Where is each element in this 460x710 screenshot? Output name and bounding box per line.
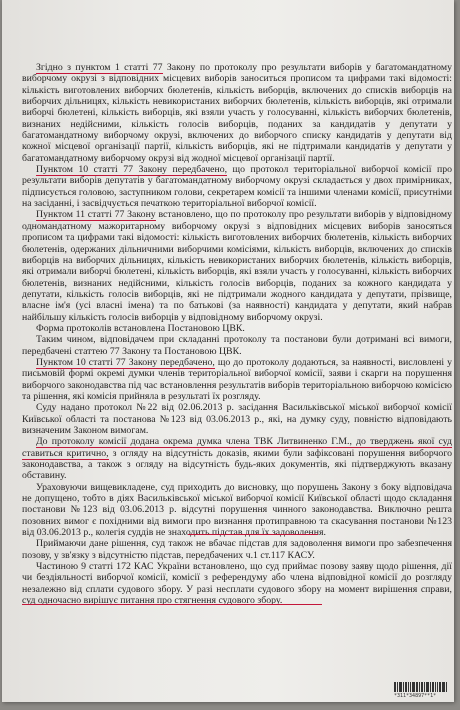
pen-underline-mark <box>188 534 318 535</box>
document-page <box>2 0 454 702</box>
paragraph-4 <box>22 323 452 334</box>
paragraph-9 <box>22 482 452 539</box>
paragraph-text: Суду надано протокол №22 від 02.06.2013 р. засідання Васильківської міської виборчої комісії Київської області та постанова №123 від 03.06.2013 р., які, на думку суду, повністю відповідають визначеним Законом вимогам. <box>22 402 452 436</box>
paragraph-8 <box>22 436 452 481</box>
paragraph-text: Закону по протоколу про результати виборів у багатомандатному виборчому окрузі з відповідних місцевих виборів заноситься прописом та цифрами такі відомості: кількість виготовлених виборчих бюлетенів, кількість виборців, включених до списків виборців на виборчих дільницях, кількість невикористаних виборчих бюлетенів, кількість виборців, які отримали виборчі бюлетені, кількість виборців, які взяли участь у голосуванні, кількість виборчих бюлетенів, визнаних недійсними, кількість голосів виборців, поданих за кандидатів у депутати у багатомандатному виборчому окрузі, включених до виборчого списку кандидатів у депутати від кожної місцевої організації партії, кількість виборців, які не підтримали кандидатів у депутати у багатомандатному виборчому окрузі від жодної місцевої організації партії. <box>22 62 452 164</box>
paragraph-text: встановлено, що по протоколу про результати виборів у відповідному одномандатному мажоритарному виборчому окрузі з відповідних місцевих виборів заносяться прописом та цифрами такі відомості: кількість виготовлених виборчих бюлетенів, кількість виборчих бюлетенів, одержаних дільничними виборчими комісіями, кількість виборців, включених до списків виборців на виборчих дільницях, кількість невикористаних виборчих бюлетенів, кількість виборців, які отримали виборчі бюлетені, кількість виборців, які взяли участь у голосуванні, кількість виборчих бюлетенів, визнаних недійсними, кількість голосів виборців, поданих за кожного кандидата у депутати, кількість голосів виборців, які не підтримали жодного кандидата у депутати, прізвище, власне ім'я (усі власні імена) та по батькові (за наявності) кандидата у депутати, який набрав найбільшу кількість голосів виборців у відповідному виборчому окрузі. <box>22 209 452 323</box>
paragraph-text: Частиною 9 статті 172 КАС України встановлено, що суд приймає позову заяву щодо рішення, дії чи бездіяльності виборчої комісії, комісії з референдуму або члена відповідної комісії до розгляду незалежно від сплати судового збору. У разі несплати судового збору на момент вирішення справи, суд одночасно вирішує питання про стягнення судового збору. <box>22 561 452 607</box>
paragraph-6 <box>22 357 452 402</box>
paragraph-text: що до протоколу додаються, за наявності, висловлені у письмовій формі окремі думки членів територіальної виборчої комісії, заяви і скарги на порушення виборчого законодавства під час встановлення результатів виборів територіальною виборчою комісією та рішення, які комісія прийняла в результаті їх розгляду. <box>22 356 453 402</box>
barcode <box>394 682 450 692</box>
document-body <box>22 62 452 607</box>
underlined-reference: До протоколу комісії додана окрема думка члена ТВК Литвиненко Г.М., до тверджень якої суд ставиться критично, <box>22 436 452 459</box>
paragraph-3 <box>22 209 452 322</box>
underlined-reference: Пунктом 10 статті 77 Закону передбачено, <box>36 164 228 176</box>
paragraph-10 <box>22 538 452 561</box>
paragraph-text: Таким чином, відповідачем при складанні протоколу та постанови були дотримані всі вимоги, передбачені статтею 77 Закону та Постановою ЦВК. <box>22 334 452 357</box>
paragraph-5 <box>22 334 452 357</box>
paragraph-7 <box>22 402 452 436</box>
barcode-number: *311*34897**1* <box>394 693 437 699</box>
paragraph-2 <box>22 164 452 209</box>
paragraph-11 <box>22 561 452 606</box>
underlined-reference: Згідно з пунктом 1 статті 77 <box>36 62 163 73</box>
paragraph-text: Форма протоколів встановлена Постановою ЦВК. <box>36 322 245 334</box>
paragraph-text: що протокол територіальної виборчої комісії про результати виборів депутатів у багатомандатному виборчому окрузі складається у двох примірниках, підписується головою, заступником голови, секретарем комісії та іншими членами комісії, присутніми на засіданні, і засвідчується печаткою територіальної виборчої комісії. <box>22 164 453 210</box>
underlined-reference: Пунктом 11 статті 77 Закону <box>36 209 156 221</box>
paragraph-text: Ураховуючи вищевикладене, суд приходить до висновку, що порушень Закону з боку відповідача не допущено, тобто в діях Васильківської міської виборчої комісії Київської області щодо складання постанови №123 від 03.06.2013 р. відсутні порушення чинного законодавства. Виключно решта позовних вимог є похідними від вимоги про визнання протиправною та скасування постанови №123 від 03.06.2013 р., колегія суддів не знаходить підстав для їх задоволення. <box>22 481 452 539</box>
paragraph-text: Приймаючи дане рішення, суд також не вбачає підстав для задоволення вимоги про забезпечення позову, у зв'язку з відсутністю підстав, передбачених ч.1 ст.117 КАСУ. <box>22 538 452 561</box>
pen-underline-mark <box>22 604 322 605</box>
paragraph-1 <box>22 62 452 164</box>
paragraph-text: з огляду на відсутність доказів, якими були зафіксовані порушення виборчого законодавства, а також з огляду на відсутність будь-яких документів, які підтверджують вказану обставину. <box>22 447 453 482</box>
underlined-reference: Пунктом 10 статті 77 Закону передбачено, <box>36 356 215 368</box>
